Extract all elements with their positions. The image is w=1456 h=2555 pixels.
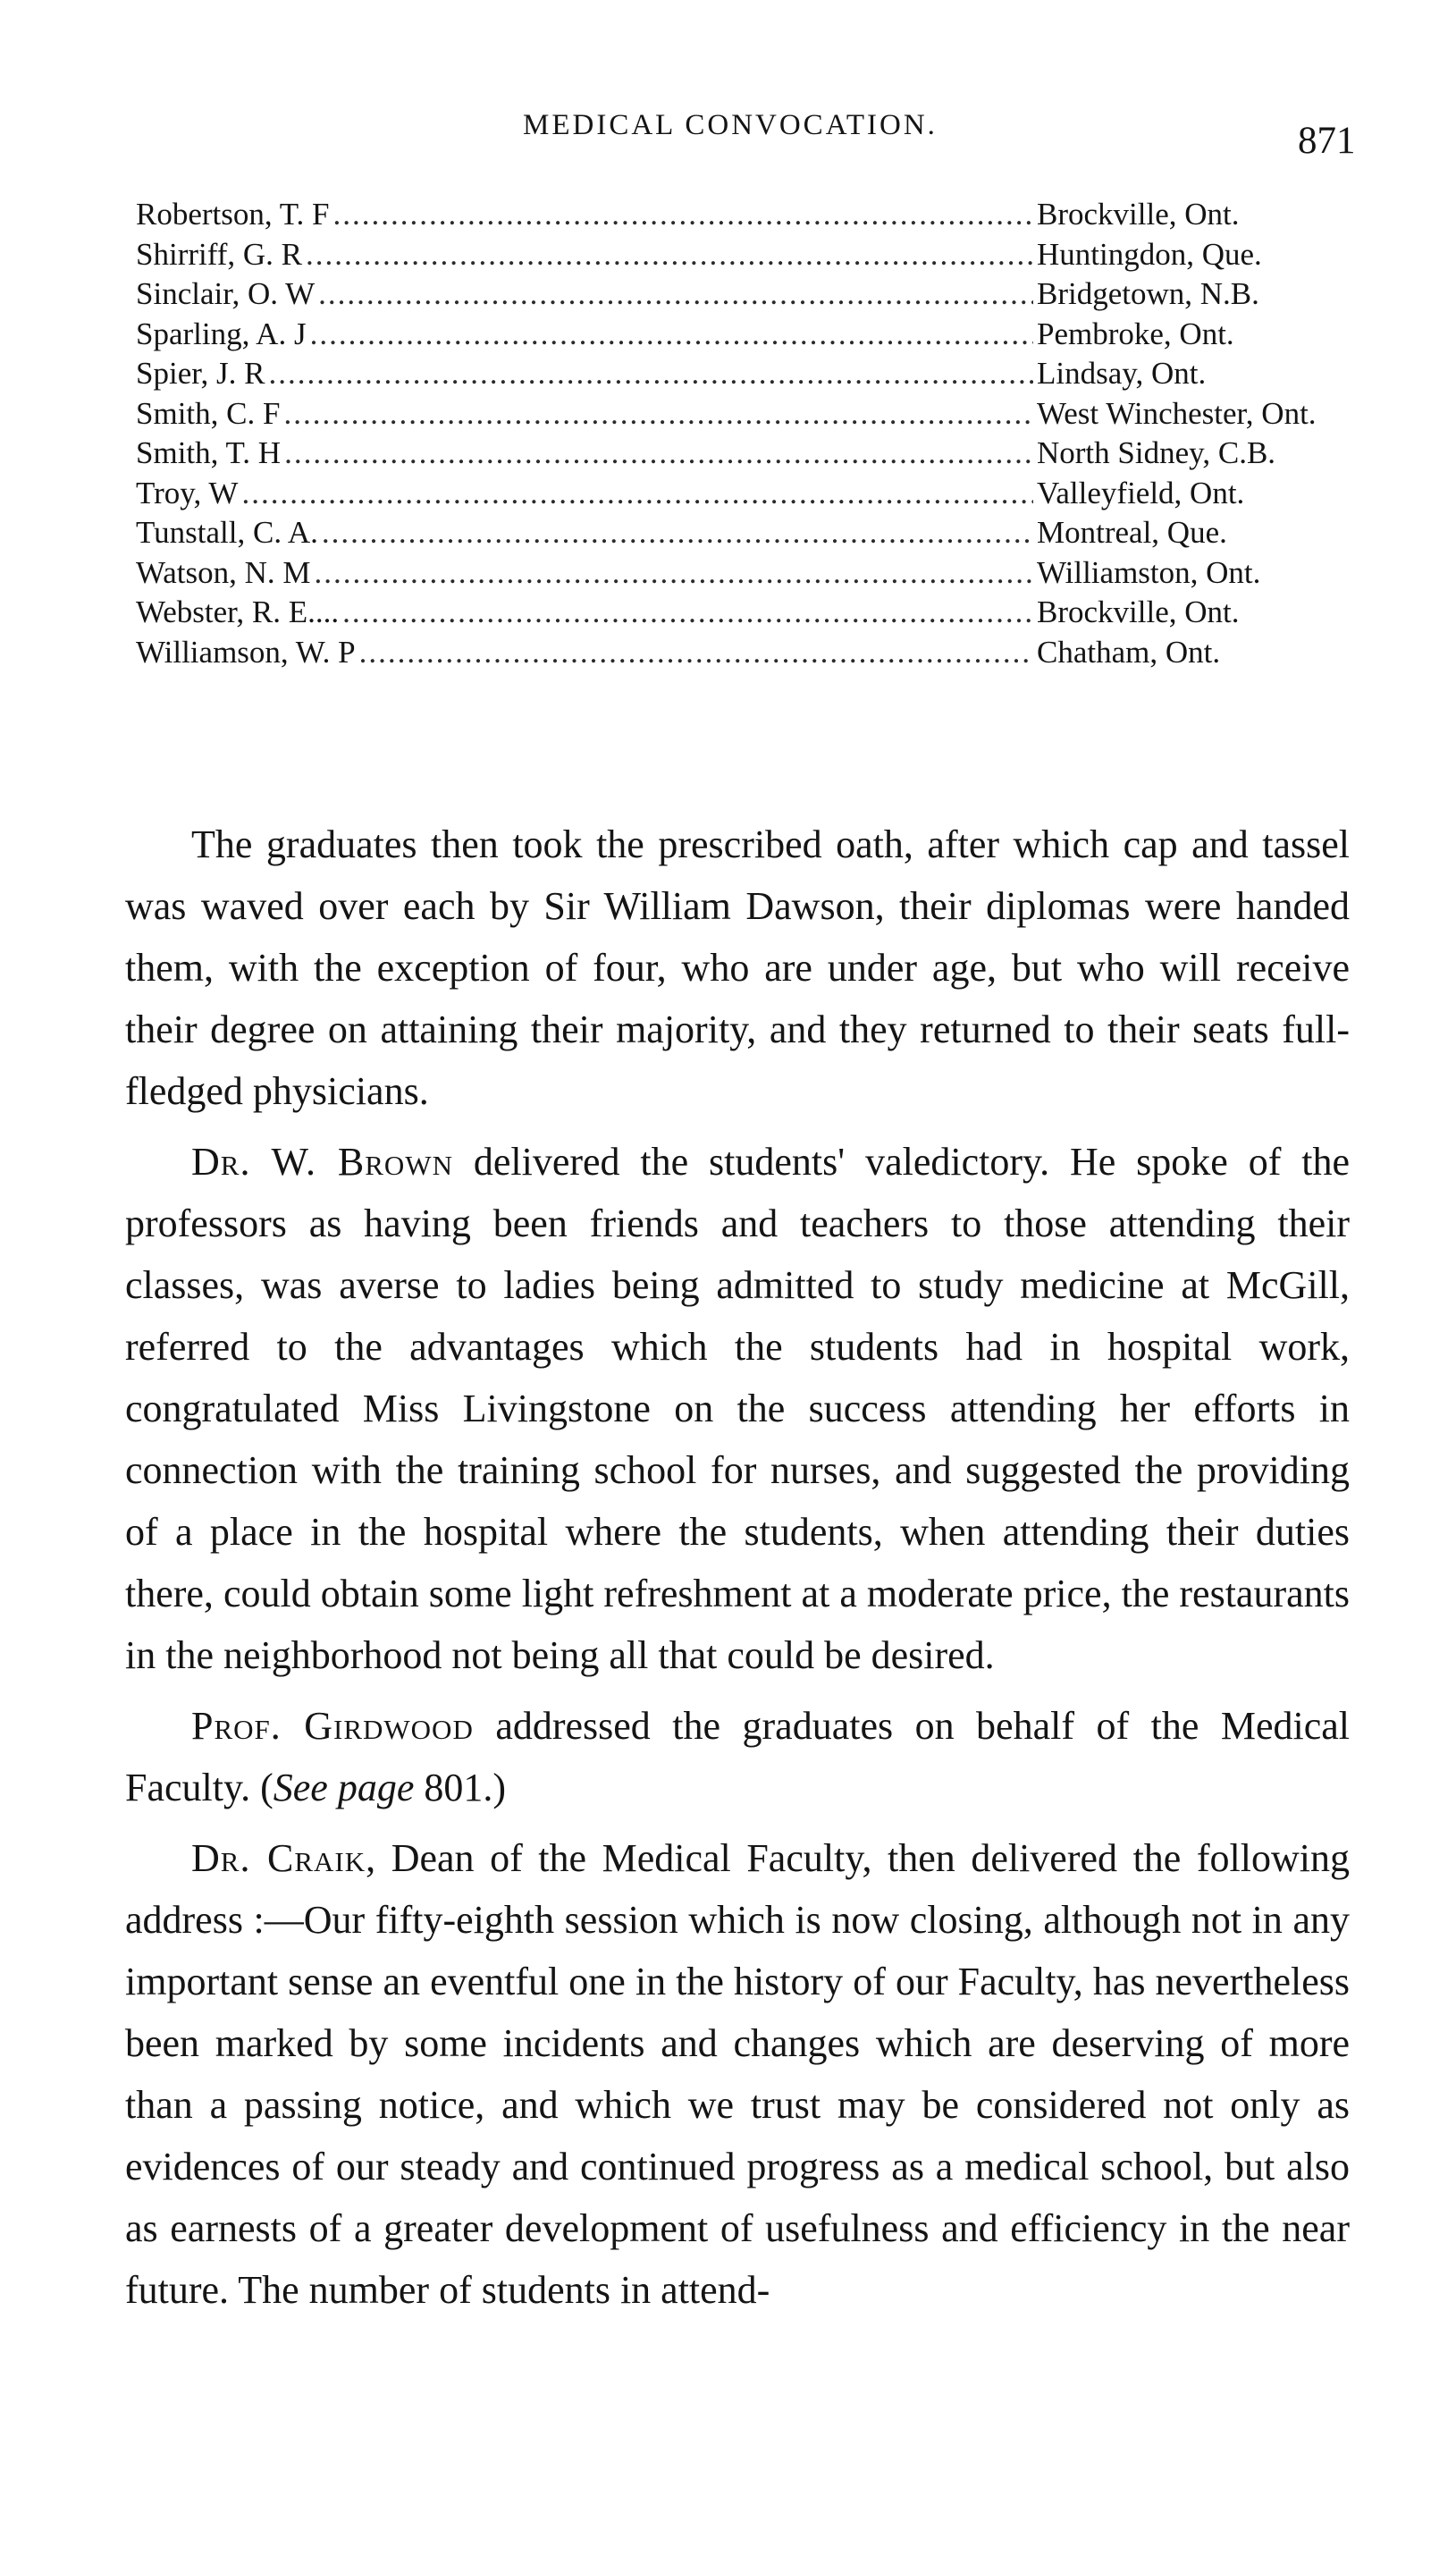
- graduate-row: [136, 513, 1359, 553]
- dot-leader: [322, 513, 1033, 553]
- graduate-place: Pembroke, Ont.: [1037, 316, 1234, 351]
- graduate-name: Sinclair, O. W: [136, 276, 316, 311]
- graduate-row: [136, 553, 1359, 594]
- paragraph-text: addressed the graduates on behalf of the Medical Faculty. (: [125, 1704, 1350, 1809]
- graduate-row: [136, 235, 1359, 275]
- graduate-list: [136, 195, 1359, 672]
- graduate-row: [136, 195, 1359, 235]
- dot-leader: [310, 315, 1033, 355]
- paragraph-valedictory: [125, 1131, 1350, 1686]
- graduate-row: [136, 434, 1359, 474]
- dot-leader: [315, 553, 1033, 594]
- graduate-name: Troy, W: [136, 475, 239, 510]
- graduate-name: Smith, C. F: [136, 395, 281, 431]
- graduate-row: [136, 474, 1359, 514]
- dot-leader: [318, 274, 1033, 315]
- graduate-place: North Sidney, C.B.: [1037, 435, 1276, 470]
- speaker-name: Dr. Craik: [191, 1836, 366, 1880]
- paragraph-oath: The graduates then took the prescribed oath, after which cap and tassel was waved over each by Sir William Dawson, their diplomas were handed them, with the exception of four, who are under age, but who will receive their degree on attaining their majority, and they returned to their seats full-fledged physicians.: [125, 822, 1350, 1113]
- graduate-row: [136, 354, 1359, 394]
- dot-leader: [241, 474, 1033, 514]
- graduate-name: Spier, J. R: [136, 356, 265, 391]
- graduate-place: Montreal, Que.: [1037, 515, 1227, 550]
- speaker-name: Prof. Girdwood: [191, 1704, 474, 1748]
- dot-leader: [268, 354, 1033, 394]
- graduate-place: Chatham, Ont.: [1037, 634, 1221, 670]
- graduate-name: Webster, R. E....: [136, 594, 340, 629]
- graduate-row: [136, 394, 1359, 434]
- dot-leader: [359, 633, 1033, 673]
- paragraph-text: , Dean of the Medical Faculty, then delivered the following address :—Our fifty-eighth session which is now closing, although not in any important sense an eventful one in the history of our Faculty, has nevertheless been marked by some incidents and changes which are deserving of more than a passing notice, and which we trust may be considered not only as evidences of our steady and continued progress as a medical school, but also as earnests of a greater development of usefulness and efficiency in the near future. The number of students in attend-: [125, 1836, 1350, 2312]
- running-head: MEDICAL CONVOCATION.: [523, 109, 938, 141]
- graduate-place: Valleyfield, Ont.: [1037, 475, 1245, 510]
- graduate-name: Shirriff, G. R: [136, 236, 303, 272]
- graduate-row: [136, 274, 1359, 315]
- dot-leader: [333, 195, 1034, 235]
- graduate-place: Brockville, Ont.: [1037, 594, 1240, 629]
- graduate-row: [136, 593, 1359, 633]
- graduate-name: Tunstall, C. A.: [136, 515, 318, 550]
- paragraph-dean-address: [125, 1827, 1350, 2321]
- see-page-reference: See page: [273, 1766, 415, 1809]
- speaker-name: Dr. W. Brown: [191, 1140, 453, 1184]
- graduate-place: West Winchester, Ont.: [1037, 395, 1317, 431]
- dot-leader: [283, 394, 1033, 434]
- graduate-name: Williamson, W. P: [136, 634, 356, 670]
- graduate-place: Williamston, Ont.: [1037, 554, 1261, 590]
- graduate-name: Robertson, T. F: [136, 197, 330, 232]
- dot-leader: [306, 235, 1033, 275]
- graduate-row: [136, 633, 1359, 673]
- graduate-place: Huntingdon, Que.: [1037, 236, 1262, 272]
- paragraph-text: delivered the students' valedictory. He spoke of the professors as having been friends and teachers to those attending their classes, was averse to ladies being admitted to study medicine at McGill, referred to the advantages which the students had in hospital work, congratulated Miss Livingstone on the success attending her efforts in connection with the training school for nurses, and suggested the providing of a place in the hospital where the students, when attending their duties there, could obtain some light refreshment at a moderate price, the restaurants in the neighborhood not being all that could be desired.: [125, 1140, 1350, 1677]
- graduate-place: Brockville, Ont.: [1037, 197, 1240, 232]
- graduate-name: Sparling, A. J: [136, 316, 307, 351]
- graduate-row: [136, 315, 1359, 355]
- paragraph-girdwood: [125, 1695, 1350, 1818]
- graduate-place: Lindsay, Ont.: [1037, 356, 1207, 391]
- body-text: [125, 814, 1350, 2330]
- dot-leader: [284, 434, 1033, 474]
- page-reference-number: 801.): [414, 1766, 507, 1809]
- graduate-place: Bridgetown, N.B.: [1037, 276, 1259, 311]
- graduate-name: Smith, T. H: [136, 435, 282, 470]
- graduate-name: Watson, N. M: [136, 554, 311, 590]
- page-number: 871: [1298, 120, 1356, 162]
- dot-leader: [342, 593, 1033, 633]
